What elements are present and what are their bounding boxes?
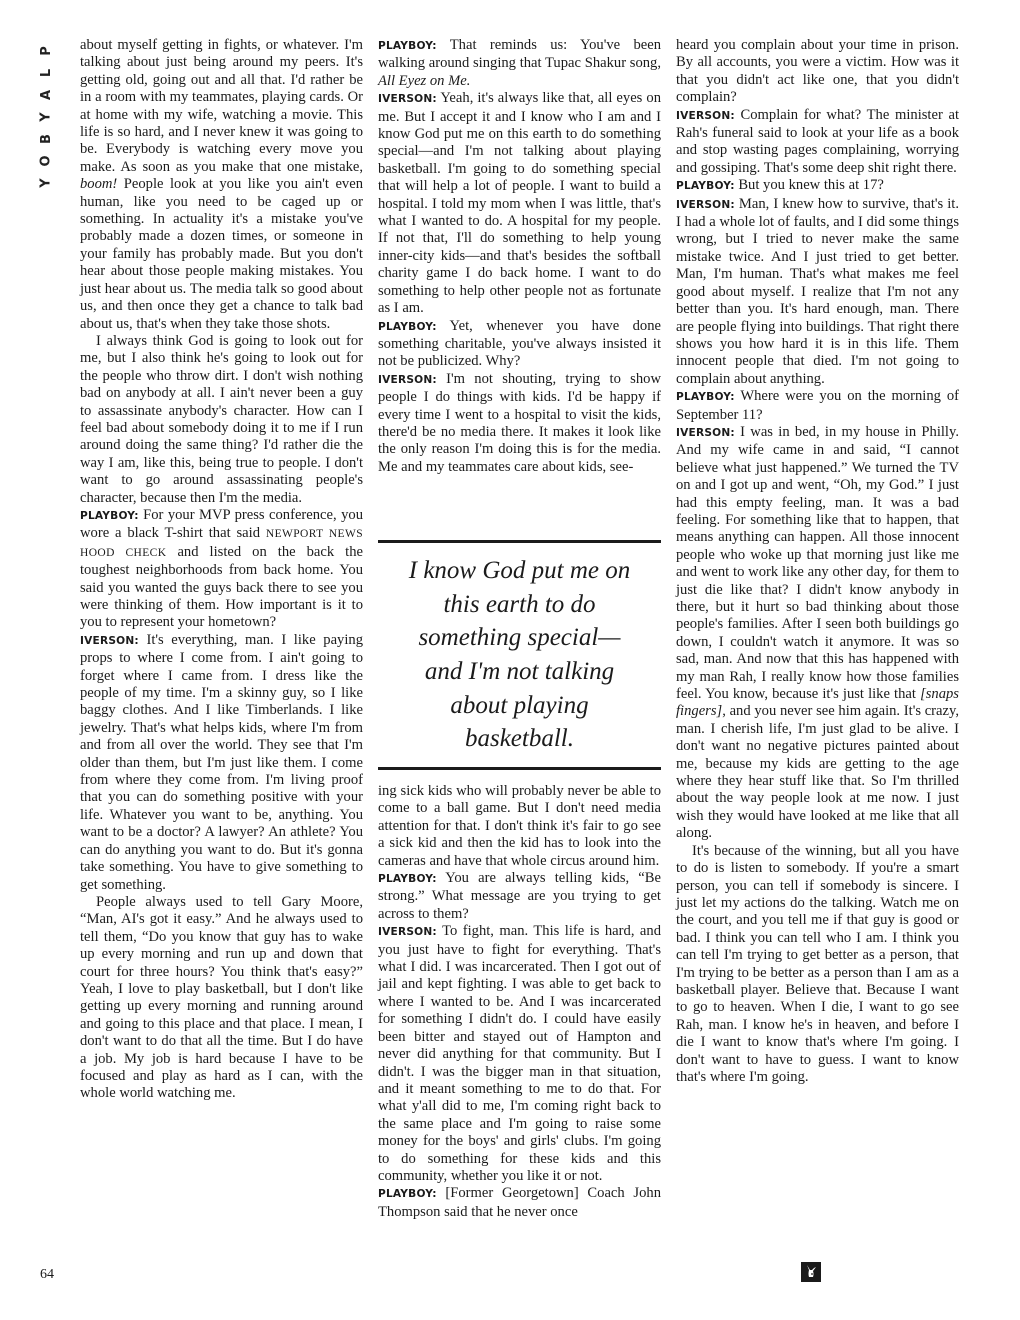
- speaker-label: IVERSON:: [378, 373, 437, 386]
- text-column-2-bottom: [378, 783, 661, 1221]
- pull-quote: [378, 540, 661, 770]
- page-number: 64: [40, 1267, 54, 1282]
- speaker-label: PLAYBOY:: [378, 320, 437, 333]
- paragraph-text: about myself getting in fights, or whatever. I'm talking about just being around my peers. It's getting old, going out and all that. I'd rather be in a room with my teammates, playing cards. Or at home with my wife, watching a movie. This life is so hard, and I never knew it was going to be. Everybody is watching every move you make. As soon as you make that one mistake,: [80, 37, 363, 175]
- answer: [378, 90, 661, 317]
- emphasis-text: boom!: [80, 176, 118, 193]
- paragraph: [676, 37, 959, 107]
- paragraph-text: It's because of the winning, but all you have to do is listen to somebody. If you're a smart person, you can tell if somebody is sincere. I just let my actions do the talking. Watch me on the court, and you tell me if that guy is good or bad. I think you can tell who I am. I think you can tell I'm trying to get better as a person, that I'm trying to be better as a person than I am as a basketball player. Believe that. Because I want to go to heaven. When I die, I want to go see Rah, man. I know he's in heaven, and before I die I want to know that's where I'm going. I don't want to have to guess. I want to know that's where I'm going.: [676, 842, 959, 1085]
- question-text: You are always telling kids, “Be strong.” What message are you trying to get across to them?: [378, 870, 661, 922]
- question: [676, 177, 959, 195]
- answer: [676, 424, 959, 843]
- answer: [80, 632, 363, 894]
- answer: [378, 923, 661, 1185]
- question-text: Where were you on the morning of September 11?: [676, 388, 959, 423]
- answer-text: Yeah, it's always like that, all eyes on me. But I accept it and I know who I am and I know God put me on this earth to do something special—and I'm not talking about playing basketball. I'm going to do something special that will help a lot of people. I want to build a hospital. I told my mom when I was little, that's what I wanted to do. A hospital for my people. If not that, I'll do something to help young inner-city kids—and that's besides the softball charity game I do back home. I want to do something to help other people not as fortunate as I am.: [378, 90, 661, 317]
- brand-letter: Y: [38, 178, 54, 188]
- brand-letter: L: [38, 68, 54, 78]
- text-column-1: [80, 37, 363, 1103]
- paragraph: [676, 843, 959, 1087]
- brand-letter: A: [39, 89, 54, 101]
- question-text: and listed on the back the toughest neighborhoods from back home. You said you wanted the guys back there to see you were thinking of them. How important is it to you to represent your hometown?: [80, 543, 363, 631]
- question: [378, 37, 661, 90]
- answer: [378, 371, 661, 476]
- question-text: That reminds us: You've been walking around singing that Tupac Shakur song,: [378, 37, 662, 72]
- question-text: For your MVP press conference, you wore a black T-shirt that said: [80, 506, 363, 542]
- text-column-2-top: [378, 37, 661, 476]
- speaker-label: IVERSON:: [676, 109, 735, 122]
- speaker-label: PLAYBOY:: [80, 509, 139, 522]
- question-text: Yet, whenever you have done something charitable, you've always insisted it not be publicized. Why?: [378, 317, 661, 370]
- paragraph-text: heard you complain about your time in prison. By all accounts, you were a victim. How was it that you didn't act like one, that you didn't complain?: [676, 37, 959, 106]
- pull-quote-text: I know God put me on this earth to do something special—and I'm not talking about playing basketball.: [408, 557, 631, 753]
- paragraph: [80, 894, 363, 1103]
- answer: [676, 107, 959, 178]
- question: [378, 1185, 661, 1221]
- brand-letter: B: [38, 134, 54, 144]
- speaker-label: PLAYBOY:: [378, 873, 437, 886]
- shirt-text: NEWPORT NEWS HOOD CHECK: [80, 528, 363, 559]
- question: [676, 388, 959, 424]
- paragraph-text: ing sick kids who will probably never be able to come to a ball game. But I don't need media attention for that. I don't think it's fair to go see a sick kid and then the kid has to look into the cameras and have that whole circus around him.: [378, 783, 661, 869]
- answer-text: It's everything, man. I like paying props to where I come from. I ain't going to forget where I came from. I dress like the people of my time. I'm a skinny guy, so I like baggy clothes. And I like Timberlands. I like jewelry. That's what helps kids, where I'm from and from all over the world. They see that I'm older than them, but I'm just like them. I come from where they come from. I'm living proof that you can do something positive with your life. Whatever you want to be, anything. You want to be a doctor? A lawyer? An athlete? You can do anything you want to do. But it's gonna take something. You have to give something to get something.: [80, 631, 363, 893]
- answer-text: , and you never see him again. It's crazy, man. I cherish life, I'm just glad to be alive. I don't want no negative pictures painted about me, because my kids are getting to the age where they hear stuff like that. So I'm thrilled about the way people look at me now. I just wish they would have looked at me like that all along.: [676, 703, 959, 842]
- answer: [676, 196, 959, 388]
- speaker-label: PLAYBOY:: [676, 180, 735, 193]
- brand-letter: P: [39, 46, 54, 56]
- question-text: [Former Georgetown] Coach John Thompson said that he never once: [378, 1185, 661, 1220]
- speaker-label: PLAYBOY:: [676, 391, 735, 404]
- speaker-label: IVERSON:: [676, 198, 735, 211]
- answer-text: I'm not shouting, trying to show people I do things with kids. I'd be happy if every time I went to a hospital to visit the kids, there'd be no media there. It makes it look like the only reason I'm doing this is for the media. Me and my teammates care about kids, see-: [378, 370, 661, 475]
- speaker-label: PLAYBOY:: [378, 40, 437, 52]
- text-column-3: [676, 37, 959, 1086]
- question-text: But you knew this at 17?: [738, 177, 884, 194]
- answer-text: Complain for what? The minister at Rah's funeral said to look at your life as a book and stop wasting pages complaining, worrying and gossiping. That's some deep shit right there.: [676, 106, 959, 176]
- paragraph-text: People look at you like you ain't even human, like you need to be caged up or something. In actuality it's a mistake you've probably made a dozen times, or someone in your family has probably made. But you don't hear about those people making mistakes. You just hear about us. The media talk so good about us, and then once they get a chance to talk bad about us, that's when they take those shots.: [80, 176, 363, 332]
- question: [378, 870, 661, 923]
- question: [80, 507, 363, 632]
- emphasis-text: [snaps fingers]: [676, 686, 959, 720]
- answer-text: Man, I knew how to survive, that's it. I had a whole lot of faults, and I did some things wrong, but I tried to never make the same mistake twice. And I just tried to get better. Man, I'm human. That's what makes me feel good about myself. I realize that I'm not any better than you. It's hard enough, man. There are people flying into buildings. That right there shows you how hard it is in this life. Them innocent people that died. I'm not going to complain about anything.: [676, 195, 959, 387]
- speaker-label: IVERSON:: [80, 634, 139, 647]
- speaker-label: IVERSON:: [378, 926, 437, 939]
- paragraph: [80, 333, 363, 507]
- speaker-label: IVERSON:: [676, 426, 735, 439]
- answer-text: I was in bed, in my house in Philly. And my wife came in and said, “I cannot believe what just happened.” We turned the TV on and I got up and went, “Oh, my God.” I just had this empty feeling, man. It was a bad feeling. For something like that to happen, that means anything can happen. All those innocent people who woke up that morning just like me and went to work like any other day, for them to just die like that? I didn't know anybody in there, but it hurt so bad thinking about those people's families. After I seen both buildings go down, I couldn't watch it anymore. It was so sad, man. And now that this has happened with my man Rah, I really know how those families feel. You know, because it's just like that: [676, 423, 959, 703]
- paragraph-text: I always think God is going to look out for me, but I also think he's going to look out for the people who throw dirt. I don't wish nothing bad on anybody at all. I ain't never been a guy to assassinate anybody's character. How can I feel bad about somebody doing it to me if I run around doing the same thing? I'd rather die the way I am, like this, being true to people. I don't want to go around assassinating people's character, because then I'm the media.: [80, 332, 363, 506]
- paragraph: [80, 37, 363, 333]
- answer-text: To fight, man. This life is hard, and you just have to fight for everything. That's what I did. I was incarcerated. Then I got out of jail and kept fighting. I was able to get back to where I wanted to be. And I was incarcerated for something I didn't do. I could have easily been bitter and stayed out of Hampton and never did anything for that community. But I didn't. I was the bigger man in that situation, and it meant something to me to do that. For what y'all did to me, I'm coming right back to the same place and I'm going to raise some money for the boys' and girls' clubs. I'm going to do something for these kids and this community, whether you like it or not.: [378, 923, 661, 1184]
- brand-letter: Y: [38, 112, 54, 122]
- paragraph-text: People always used to tell Gary Moore, “Man, AI's got it easy.” And he always used to tell them, “Do you know that guy has to wake up every morning and run up and down that court for three hours? You think that's easy?” Yeah, I love to play basketball, but I don't like getting up every morning and running around and going to this place and that place. I mean, I don't want to do that all the time. But I do have a job. My job is hard because I have to be focused and play as hard as I can, with the whole world watching me.: [80, 893, 363, 1102]
- magazine-side-brand: [36, 40, 58, 194]
- playboy-rabbit-icon: [801, 1262, 821, 1282]
- speaker-label: PLAYBOY:: [378, 1188, 437, 1201]
- question: [378, 318, 661, 371]
- song-title: All Eyez on Me.: [378, 72, 471, 89]
- brand-letter: O: [39, 155, 54, 167]
- paragraph: [378, 783, 661, 870]
- speaker-label: IVERSON:: [378, 93, 437, 106]
